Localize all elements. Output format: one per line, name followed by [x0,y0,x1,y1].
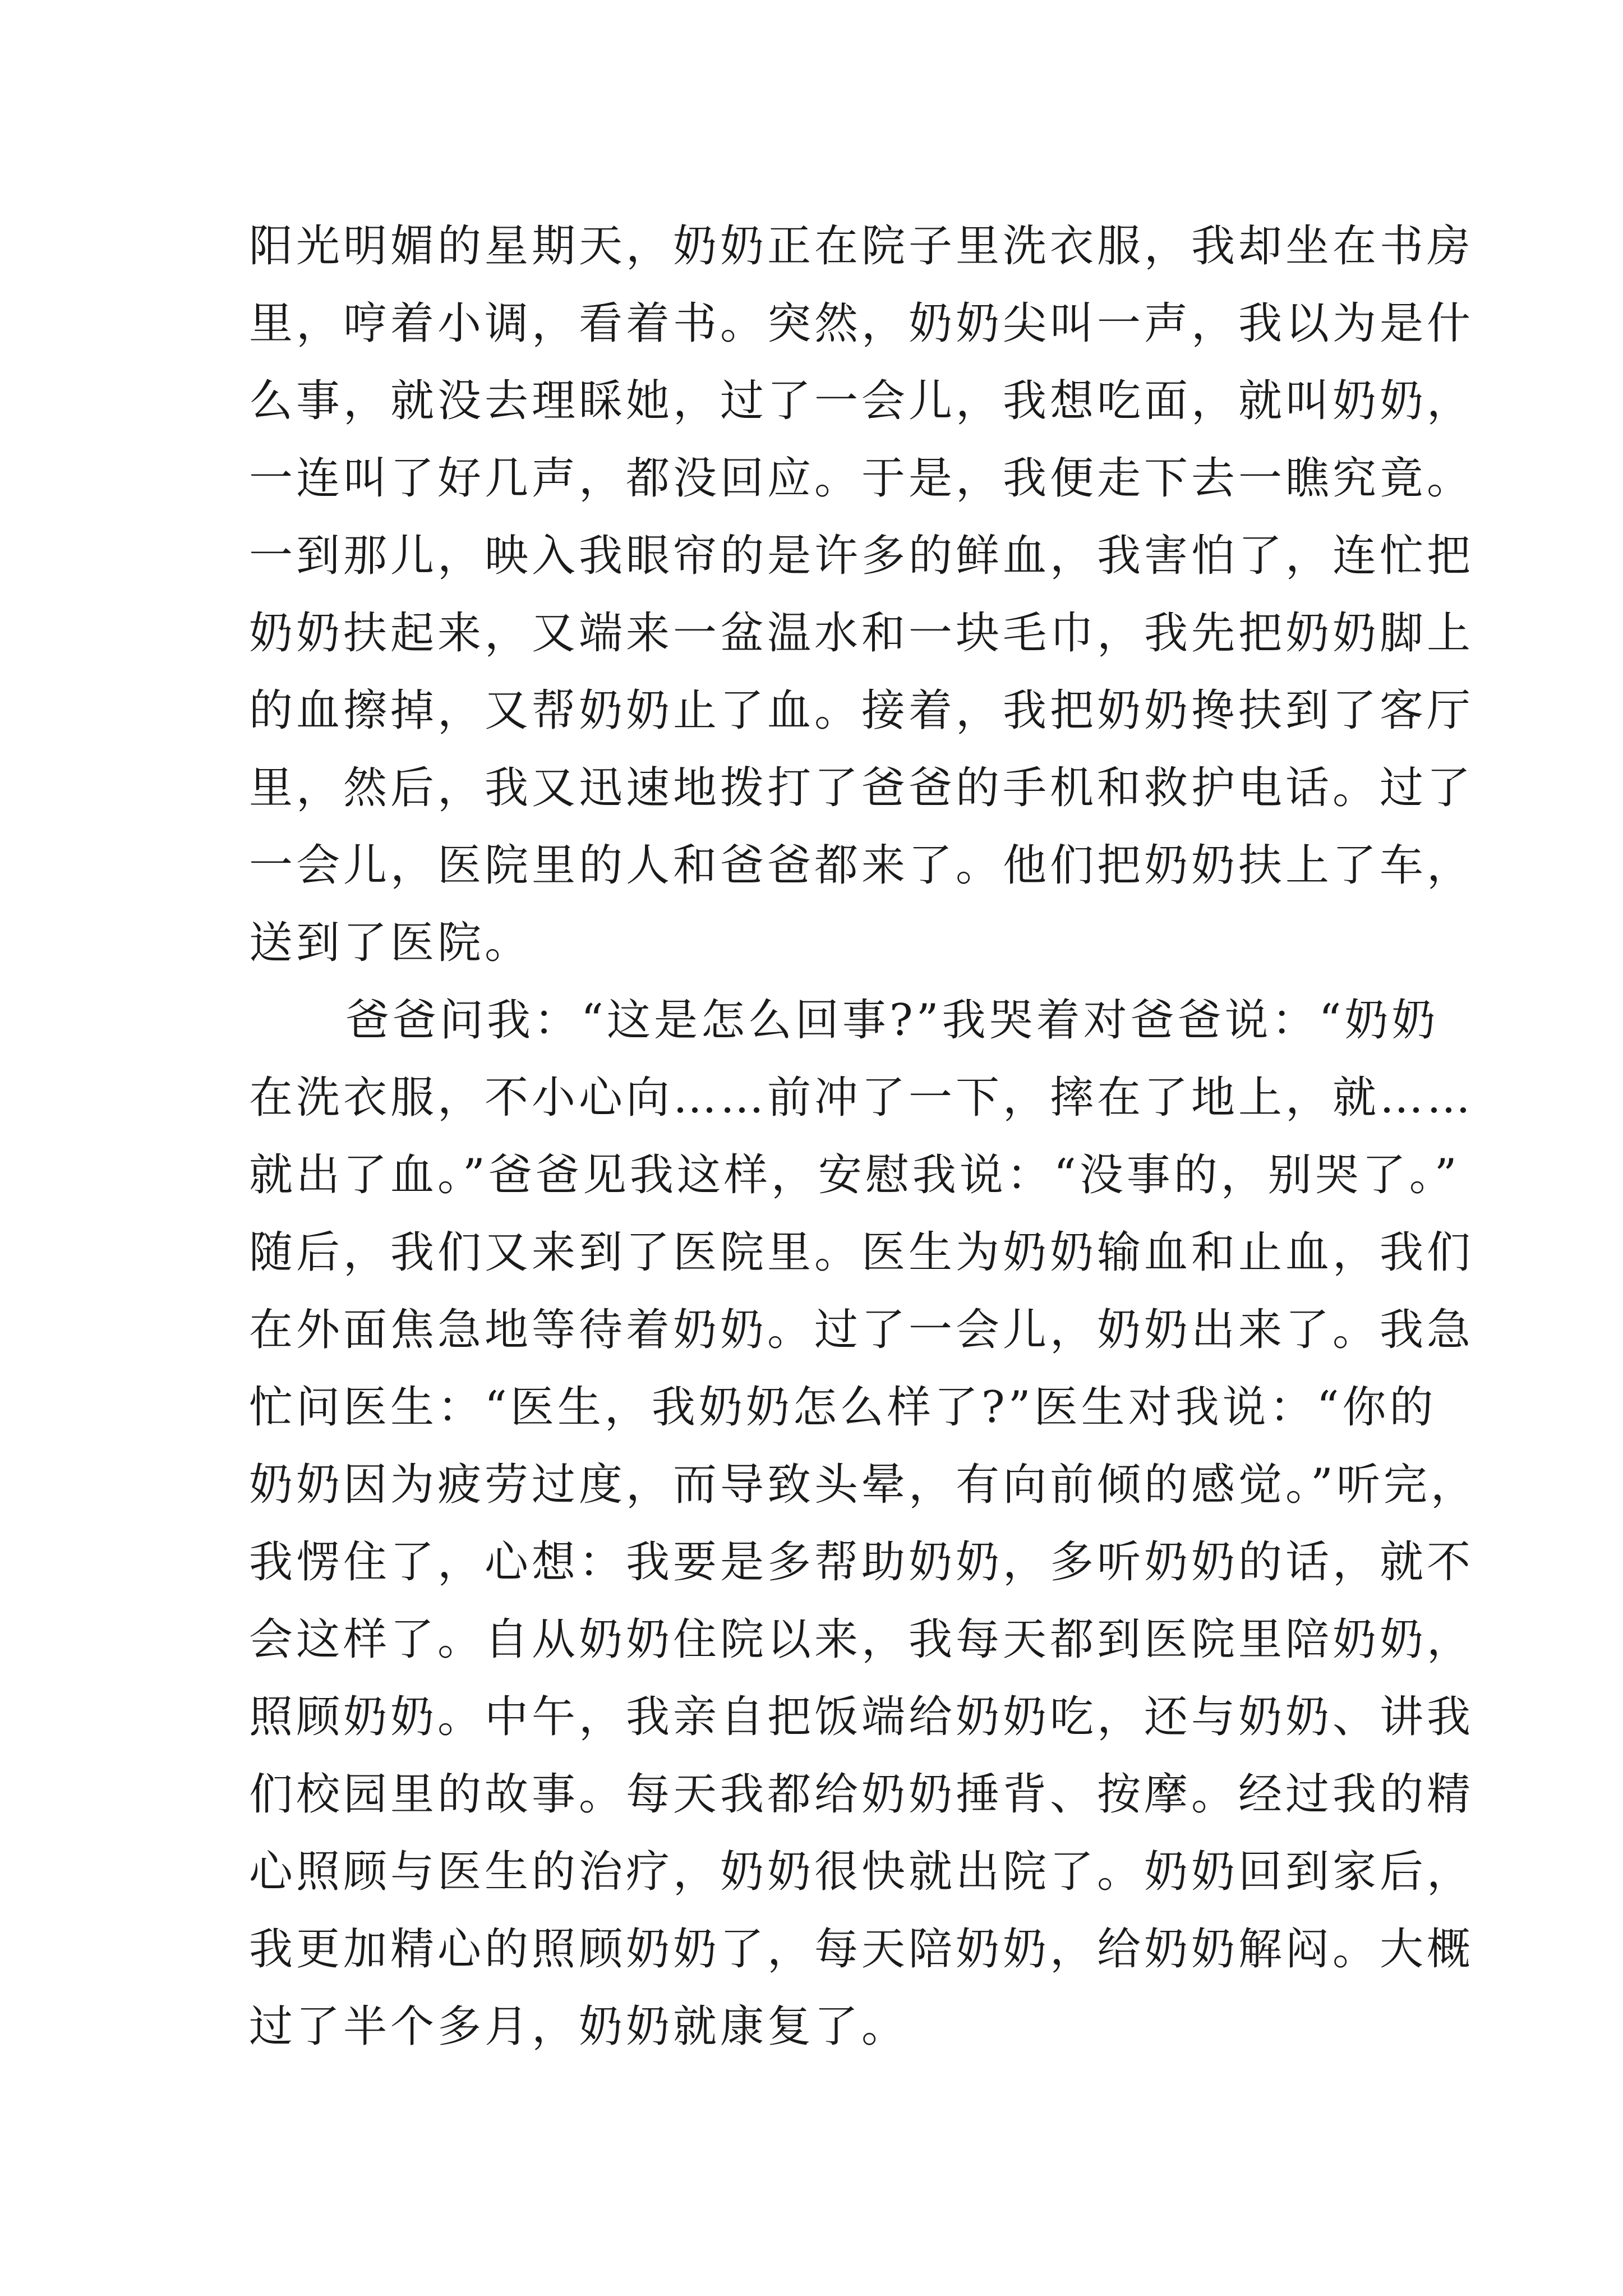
text-line: 就出了血。”爸爸见我这样，安慰我说：“没事的，别哭了。” [249,1150,1460,1200]
text-line: 阳光明媚的星期天，奶奶正在院子里洗衣服，我却坐在书房 [249,221,1474,272]
text-line: 奶奶扶起来，又端来一盆温水和一块毛巾，我先把奶奶脚上 [249,608,1474,659]
text-line: 随后，我们又来到了医院里。医生为奶奶输血和止血，我们 [249,1227,1474,1278]
text-line: 们校园里的故事。每天我都给奶奶捶背、按摩。经过我的精 [249,1769,1474,1820]
text-line: 过了半个多月，奶奶就康复了。 [249,2001,909,2052]
text-line: 在外面焦急地等待着奶奶。过了一会儿，奶奶出来了。我急 [249,1305,1474,1355]
text-line: 在洗衣服，不小心向……前冲了一下，摔在了地上，就…… [249,1073,1474,1123]
text-line: 会这样了。自从奶奶住院以来，我每天都到医院里陪奶奶， [249,1614,1474,1665]
text-line: 的血擦掉，又帮奶奶止了血。接着，我把奶奶搀扶到了客厅 [249,685,1474,736]
text-line: 一连叫了好几声，都没回应。于是，我便走下去一瞧究竟。 [249,453,1474,504]
text-line: 爸爸问我：“这是怎么回事?”我哭着对爸爸说：“奶奶 [345,995,1439,1046]
text-line: 里，然后，我又迅速地拨打了爸爸的手机和救护电话。过了 [249,763,1474,813]
text-line: 我更加精心的照顾奶奶了，每天陪奶奶，给奶奶解闷。大概 [249,1924,1474,1975]
text-line: 照顾奶奶。中午，我亲自把饭端给奶奶吃，还与奶奶、讲我 [249,1692,1474,1742]
text-line: 奶奶因为疲劳过度，而导致头晕，有向前倾的感觉。”听完， [249,1460,1478,1510]
text-line: 一会儿，医院里的人和爸爸都来了。他们把奶奶扶上了车， [249,840,1474,891]
text-line: 忙问医生：“医生，我奶奶怎么样了?”医生对我说：“你的 [249,1382,1437,1433]
document-body [249,208,1478,2065]
paragraph-1 [249,208,1474,982]
text-line: 送到了医院。 [249,918,532,968]
text-line: 么事，就没去理睬她，过了一会儿，我想吃面，就叫奶奶， [249,376,1474,426]
text-line: 一到那儿，映入我眼帘的是许多的鲜血，我害怕了，连忙把 [249,531,1474,581]
paragraph-2 [249,982,1478,2065]
text-line: 我愣住了，心想：我要是多帮助奶奶，多听奶奶的话，就不 [249,1537,1474,1588]
text-line: 心照顾与医生的治疗，奶奶很快就出院了。奶奶回到家后， [249,1847,1474,1897]
text-line: 里，哼着小调，看着书。突然，奶奶尖叫一声，我以为是什 [249,298,1474,349]
